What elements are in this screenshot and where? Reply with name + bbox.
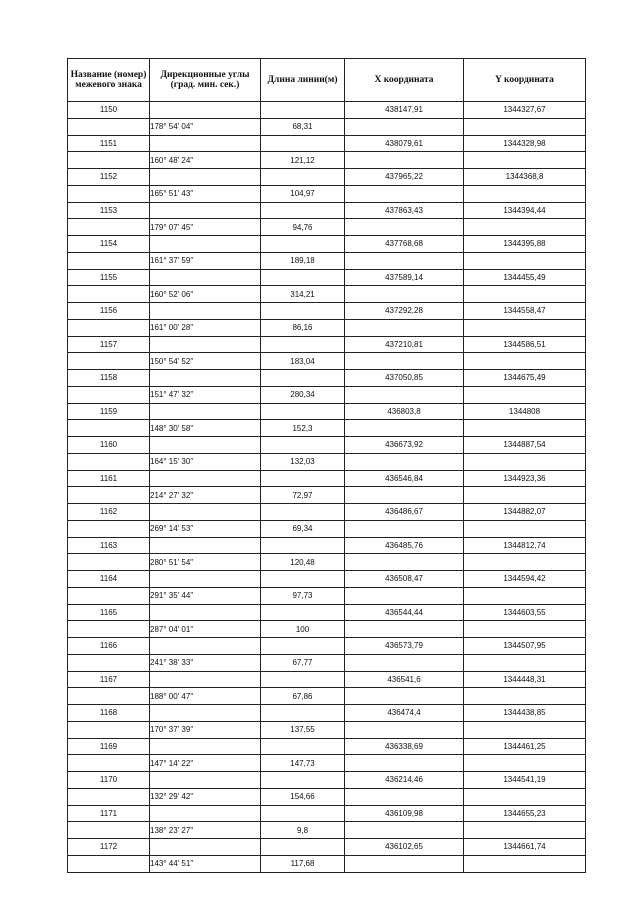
empty-cell: [261, 604, 345, 621]
empty-cell: [345, 721, 464, 738]
y-coordinate-cell: 1344661,74: [464, 839, 586, 856]
empty-cell: [261, 236, 345, 253]
table-row: [68, 504, 586, 521]
table-row: [68, 386, 586, 403]
bearing-cell: 161° 00' 28": [150, 319, 261, 336]
table-row: [68, 788, 586, 805]
table-row: [68, 437, 586, 454]
empty-cell: [261, 671, 345, 688]
line-length-cell: 117,68: [261, 855, 345, 872]
y-coordinate-cell: 1344923,36: [464, 470, 586, 487]
point-name-cell: 1170: [68, 772, 150, 789]
empty-cell: [261, 169, 345, 186]
empty-cell: [261, 571, 345, 588]
bearing-cell: 143° 44' 51": [150, 855, 261, 872]
bearing-cell: 170° 37' 39": [150, 721, 261, 738]
empty-cell: [68, 621, 150, 638]
empty-cell: [261, 135, 345, 152]
empty-cell: [261, 102, 345, 119]
empty-cell: [464, 118, 586, 135]
empty-cell: [345, 487, 464, 504]
empty-cell: [261, 504, 345, 521]
table-row: [68, 219, 586, 236]
bearing-cell: 241° 38' 33": [150, 654, 261, 671]
x-coordinate-cell: 436474,4: [345, 705, 464, 722]
empty-cell: [345, 353, 464, 370]
bearing-cell: 188° 00' 47": [150, 688, 261, 705]
x-coordinate-cell: 436102,65: [345, 839, 464, 856]
table-row: [68, 855, 586, 872]
header-point-name: Название (номер) межевого знака: [68, 59, 150, 102]
empty-cell: [261, 437, 345, 454]
empty-cell: [464, 822, 586, 839]
table-row: [68, 721, 586, 738]
table-row: [68, 571, 586, 588]
empty-cell: [261, 705, 345, 722]
empty-cell: [345, 152, 464, 169]
bearing-cell: 138° 23' 27": [150, 822, 261, 839]
y-coordinate-cell: 1344541,19: [464, 772, 586, 789]
table-row: [68, 671, 586, 688]
point-name-cell: 1152: [68, 169, 150, 186]
y-coordinate-cell: 1344603,55: [464, 604, 586, 621]
y-coordinate-cell: 1344395,88: [464, 236, 586, 253]
table-row: [68, 554, 586, 571]
empty-cell: [150, 102, 261, 119]
empty-cell: [68, 453, 150, 470]
empty-cell: [345, 755, 464, 772]
table-row: [68, 520, 586, 537]
table-row: [68, 688, 586, 705]
point-name-cell: 1169: [68, 738, 150, 755]
empty-cell: [68, 319, 150, 336]
y-coordinate-cell: 1344558,47: [464, 303, 586, 320]
table-row: [68, 604, 586, 621]
empty-cell: [150, 202, 261, 219]
table-row: [68, 537, 586, 554]
x-coordinate-cell: 436485,76: [345, 537, 464, 554]
table-row: [68, 755, 586, 772]
line-length-cell: 100: [261, 621, 345, 638]
table-row: [68, 169, 586, 186]
empty-cell: [464, 487, 586, 504]
x-coordinate-cell: 437768,68: [345, 236, 464, 253]
empty-cell: [68, 654, 150, 671]
point-name-cell: 1151: [68, 135, 150, 152]
empty-cell: [464, 621, 586, 638]
table-row: [68, 353, 586, 370]
empty-cell: [261, 303, 345, 320]
line-length-cell: 104,97: [261, 185, 345, 202]
x-coordinate-cell: 436486,67: [345, 504, 464, 521]
empty-cell: [464, 319, 586, 336]
line-length-cell: 86,16: [261, 319, 345, 336]
empty-cell: [68, 487, 150, 504]
x-coordinate-cell: 436546,84: [345, 470, 464, 487]
empty-cell: [345, 822, 464, 839]
empty-cell: [68, 386, 150, 403]
empty-cell: [68, 219, 150, 236]
y-coordinate-cell: 1344394,44: [464, 202, 586, 219]
point-name-cell: 1167: [68, 671, 150, 688]
table-row: [68, 453, 586, 470]
empty-cell: [345, 453, 464, 470]
empty-cell: [464, 152, 586, 169]
bearing-cell: 291° 35' 44": [150, 587, 261, 604]
empty-cell: [68, 822, 150, 839]
point-name-cell: 1161: [68, 470, 150, 487]
empty-cell: [150, 537, 261, 554]
y-coordinate-cell: 1344461,25: [464, 738, 586, 755]
x-coordinate-cell: 436109,98: [345, 805, 464, 822]
empty-cell: [150, 269, 261, 286]
empty-cell: [150, 437, 261, 454]
table-row: [68, 654, 586, 671]
empty-cell: [150, 336, 261, 353]
empty-cell: [150, 403, 261, 420]
y-coordinate-cell: 1344438,85: [464, 705, 586, 722]
y-coordinate-cell: 1344327,67: [464, 102, 586, 119]
x-coordinate-cell: 438147,91: [345, 102, 464, 119]
table-row: [68, 319, 586, 336]
empty-cell: [464, 520, 586, 537]
empty-cell: [464, 252, 586, 269]
point-name-cell: 1164: [68, 571, 150, 588]
point-name-cell: 1171: [68, 805, 150, 822]
empty-cell: [150, 772, 261, 789]
empty-cell: [68, 554, 150, 571]
table-row: [68, 403, 586, 420]
empty-cell: [68, 420, 150, 437]
bearing-cell: 287° 04' 01": [150, 621, 261, 638]
empty-cell: [464, 353, 586, 370]
y-coordinate-cell: 1344655,23: [464, 805, 586, 822]
empty-cell: [68, 587, 150, 604]
empty-cell: [68, 252, 150, 269]
line-length-cell: 9,8: [261, 822, 345, 839]
x-coordinate-cell: 436508,47: [345, 571, 464, 588]
table-row: [68, 772, 586, 789]
y-coordinate-cell: 1344368,8: [464, 169, 586, 186]
empty-cell: [345, 319, 464, 336]
table-row: [68, 822, 586, 839]
line-length-cell: 314,21: [261, 286, 345, 303]
empty-cell: [345, 788, 464, 805]
empty-cell: [345, 855, 464, 872]
x-coordinate-cell: 436214,46: [345, 772, 464, 789]
x-coordinate-cell: 437589,14: [345, 269, 464, 286]
point-name-cell: 1160: [68, 437, 150, 454]
table-row: [68, 487, 586, 504]
point-name-cell: 1158: [68, 370, 150, 387]
x-coordinate-cell: 437292,28: [345, 303, 464, 320]
y-coordinate-cell: 1344882,07: [464, 504, 586, 521]
empty-cell: [261, 202, 345, 219]
line-length-cell: 120,48: [261, 554, 345, 571]
empty-cell: [261, 805, 345, 822]
empty-cell: [464, 688, 586, 705]
line-length-cell: 69,34: [261, 520, 345, 537]
empty-cell: [261, 470, 345, 487]
empty-cell: [261, 269, 345, 286]
point-name-cell: 1159: [68, 403, 150, 420]
point-name-cell: 1165: [68, 604, 150, 621]
empty-cell: [464, 587, 586, 604]
empty-cell: [150, 135, 261, 152]
point-name-cell: 1168: [68, 705, 150, 722]
point-name-cell: 1156: [68, 303, 150, 320]
empty-cell: [261, 638, 345, 655]
bearing-cell: 160° 52' 06": [150, 286, 261, 303]
empty-cell: [345, 420, 464, 437]
header-bearing: Дирекционные углы (град. мин. сек.): [150, 59, 261, 102]
empty-cell: [345, 688, 464, 705]
line-length-cell: 154,66: [261, 788, 345, 805]
y-coordinate-cell: 1344594,42: [464, 571, 586, 588]
y-coordinate-cell: 1344507,95: [464, 638, 586, 655]
line-length-cell: 183,04: [261, 353, 345, 370]
empty-cell: [261, 772, 345, 789]
table-row: [68, 839, 586, 856]
x-coordinate-cell: 436673,92: [345, 437, 464, 454]
y-coordinate-cell: 1344887,54: [464, 437, 586, 454]
bearing-cell: 147° 14' 22": [150, 755, 261, 772]
empty-cell: [345, 118, 464, 135]
empty-cell: [345, 386, 464, 403]
bearing-cell: 214° 27' 32": [150, 487, 261, 504]
table-body: [68, 102, 586, 873]
empty-cell: [464, 286, 586, 303]
table-row: [68, 370, 586, 387]
line-length-cell: 152,3: [261, 420, 345, 437]
empty-cell: [150, 671, 261, 688]
empty-cell: [68, 755, 150, 772]
x-coordinate-cell: 436338,69: [345, 738, 464, 755]
empty-cell: [150, 705, 261, 722]
empty-cell: [68, 286, 150, 303]
bearing-cell: 161° 37' 59": [150, 252, 261, 269]
table-row: [68, 336, 586, 353]
line-length-cell: 94,76: [261, 219, 345, 236]
x-coordinate-cell: 437863,43: [345, 202, 464, 219]
bearing-cell: 280° 51' 54": [150, 554, 261, 571]
empty-cell: [261, 403, 345, 420]
y-coordinate-cell: 1344328,98: [464, 135, 586, 152]
empty-cell: [68, 688, 150, 705]
empty-cell: [150, 571, 261, 588]
y-coordinate-cell: 1344586,51: [464, 336, 586, 353]
x-coordinate-cell: 437210,81: [345, 336, 464, 353]
y-coordinate-cell: 1344455,49: [464, 269, 586, 286]
empty-cell: [464, 721, 586, 738]
empty-cell: [464, 755, 586, 772]
bearing-cell: 269° 14' 53": [150, 520, 261, 537]
x-coordinate-cell: 438079,61: [345, 135, 464, 152]
table-row: [68, 303, 586, 320]
x-coordinate-cell: 437050,85: [345, 370, 464, 387]
line-length-cell: 97,73: [261, 587, 345, 604]
empty-cell: [261, 537, 345, 554]
empty-cell: [261, 738, 345, 755]
empty-cell: [464, 453, 586, 470]
table-header-row: [68, 59, 586, 102]
line-length-cell: 121,12: [261, 152, 345, 169]
empty-cell: [150, 604, 261, 621]
header-y-coordinate: Y координата: [464, 59, 586, 102]
empty-cell: [68, 185, 150, 202]
empty-cell: [464, 554, 586, 571]
empty-cell: [150, 169, 261, 186]
empty-cell: [345, 654, 464, 671]
empty-cell: [261, 370, 345, 387]
empty-cell: [464, 420, 586, 437]
empty-cell: [261, 336, 345, 353]
empty-cell: [68, 788, 150, 805]
empty-cell: [150, 805, 261, 822]
table-row: [68, 135, 586, 152]
empty-cell: [150, 303, 261, 320]
bearing-cell: 148° 30' 58": [150, 420, 261, 437]
table-row: [68, 152, 586, 169]
y-coordinate-cell: 1344812,74: [464, 537, 586, 554]
table-row: [68, 805, 586, 822]
empty-cell: [68, 520, 150, 537]
header-x-coordinate: X координата: [345, 59, 464, 102]
table-row: [68, 286, 586, 303]
point-name-cell: 1154: [68, 236, 150, 253]
empty-cell: [345, 219, 464, 236]
empty-cell: [464, 185, 586, 202]
table-row: [68, 621, 586, 638]
empty-cell: [68, 152, 150, 169]
table-row: [68, 269, 586, 286]
y-coordinate-cell: 1344448,31: [464, 671, 586, 688]
empty-cell: [345, 621, 464, 638]
empty-cell: [150, 638, 261, 655]
table-row: [68, 118, 586, 135]
table-row: [68, 185, 586, 202]
empty-cell: [68, 855, 150, 872]
bearing-cell: 132° 29' 42": [150, 788, 261, 805]
table-row: [68, 738, 586, 755]
table-row: [68, 470, 586, 487]
header-line-length: Длина линии(м): [261, 59, 345, 102]
empty-cell: [345, 587, 464, 604]
empty-cell: [150, 236, 261, 253]
x-coordinate-cell: 436803,8: [345, 403, 464, 420]
line-length-cell: 137,55: [261, 721, 345, 738]
empty-cell: [464, 219, 586, 236]
empty-cell: [68, 721, 150, 738]
bearing-cell: 160° 48' 24": [150, 152, 261, 169]
empty-cell: [345, 252, 464, 269]
point-name-cell: 1150: [68, 102, 150, 119]
point-name-cell: 1157: [68, 336, 150, 353]
line-length-cell: 147,73: [261, 755, 345, 772]
table-row: [68, 420, 586, 437]
bearing-cell: 165° 51' 43": [150, 185, 261, 202]
empty-cell: [345, 554, 464, 571]
table-row: [68, 705, 586, 722]
empty-cell: [68, 118, 150, 135]
empty-cell: [150, 504, 261, 521]
empty-cell: [345, 520, 464, 537]
empty-cell: [464, 855, 586, 872]
point-name-cell: 1155: [68, 269, 150, 286]
empty-cell: [345, 185, 464, 202]
empty-cell: [150, 470, 261, 487]
empty-cell: [464, 386, 586, 403]
empty-cell: [345, 286, 464, 303]
empty-cell: [68, 353, 150, 370]
point-name-cell: 1163: [68, 537, 150, 554]
table-row: [68, 202, 586, 219]
x-coordinate-cell: 437965,22: [345, 169, 464, 186]
y-coordinate-cell: 1344808: [464, 403, 586, 420]
line-length-cell: 132,03: [261, 453, 345, 470]
line-length-cell: 189,18: [261, 252, 345, 269]
table-row: [68, 236, 586, 253]
empty-cell: [150, 370, 261, 387]
table-row: [68, 252, 586, 269]
line-length-cell: 67,77: [261, 654, 345, 671]
line-length-cell: 67,86: [261, 688, 345, 705]
table-row: [68, 102, 586, 119]
line-length-cell: 68,31: [261, 118, 345, 135]
line-length-cell: 280,34: [261, 386, 345, 403]
empty-cell: [150, 738, 261, 755]
empty-cell: [464, 788, 586, 805]
point-name-cell: 1166: [68, 638, 150, 655]
line-length-cell: 72,97: [261, 487, 345, 504]
x-coordinate-cell: 436573,79: [345, 638, 464, 655]
empty-cell: [464, 654, 586, 671]
bearing-cell: 150° 54' 52": [150, 353, 261, 370]
empty-cell: [261, 839, 345, 856]
point-name-cell: 1162: [68, 504, 150, 521]
y-coordinate-cell: 1344675,49: [464, 370, 586, 387]
boundary-coordinates-table: [67, 58, 586, 873]
bearing-cell: 151° 47' 32": [150, 386, 261, 403]
bearing-cell: 164° 15' 30": [150, 453, 261, 470]
table-row: [68, 638, 586, 655]
empty-cell: [150, 839, 261, 856]
table-row: [68, 587, 586, 604]
point-name-cell: 1172: [68, 839, 150, 856]
bearing-cell: 178° 54' 04": [150, 118, 261, 135]
point-name-cell: 1153: [68, 202, 150, 219]
x-coordinate-cell: 436541,6: [345, 671, 464, 688]
x-coordinate-cell: 436544,44: [345, 604, 464, 621]
bearing-cell: 179° 07' 45": [150, 219, 261, 236]
